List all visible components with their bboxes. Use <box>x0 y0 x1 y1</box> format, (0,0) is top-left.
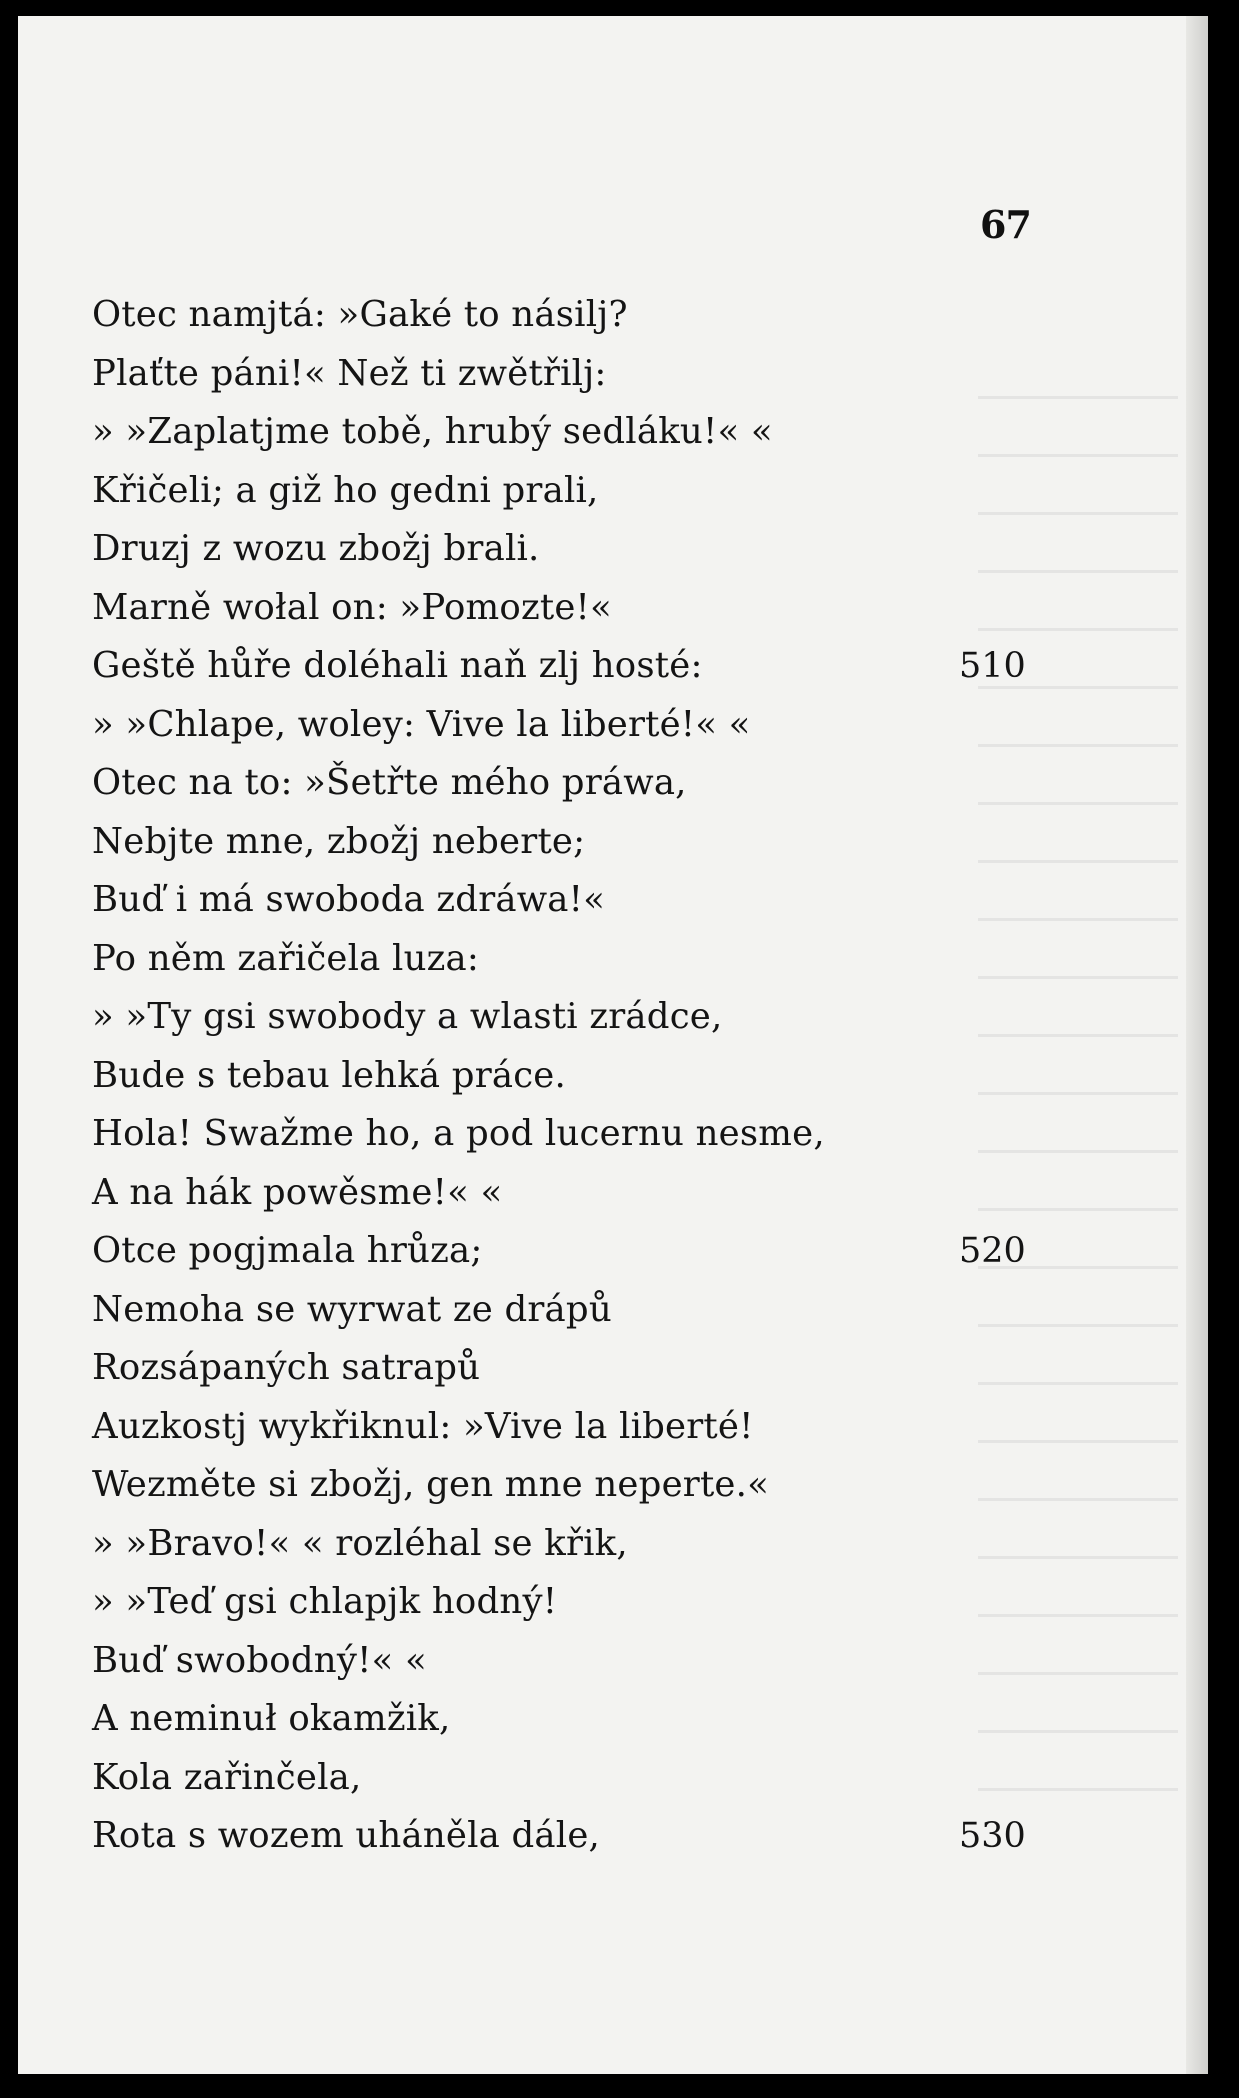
poem-text <box>92 286 1092 1866</box>
poem-line-text: Hola! Swažme ho, a pod lucernu nesme, <box>92 1113 825 1154</box>
poem-line-text: Otce pogjmala hrůza; <box>92 1230 483 1271</box>
poem-line <box>92 345 1092 404</box>
poem-line <box>92 1573 1092 1632</box>
poem-line <box>92 579 1092 638</box>
poem-line <box>92 520 1092 579</box>
poem-line <box>92 1807 1092 1866</box>
poem-line <box>92 1047 1092 1106</box>
poem-line <box>92 1164 1092 1223</box>
poem-line <box>92 1222 1092 1281</box>
poem-line-text: » »Teď gsi chlapjk hodný! <box>92 1581 558 1622</box>
poem-line-text: Buď swobodný!« « <box>92 1639 427 1681</box>
poem-line <box>92 1281 1092 1340</box>
poem-line-text: Geště hůře doléhali naň zlj hosté: <box>92 645 703 686</box>
poem-line <box>92 403 1092 462</box>
poem-line <box>92 871 1092 930</box>
poem-line <box>92 1632 1092 1691</box>
poem-line-text: » »Zaplatjme tobě, hrubý sedláku!« « <box>92 411 773 452</box>
poem-line <box>92 1690 1092 1749</box>
poem-line-text: Otec na to: »Šetřte mého práwa, <box>92 762 687 803</box>
poem-line-text: » »Bravo!« « rozléhal se křik, <box>92 1522 628 1564</box>
poem-line-text: Bude s tebau lehká práce. <box>92 1054 567 1096</box>
poem-line <box>92 1339 1092 1398</box>
poem-line <box>92 1398 1092 1457</box>
poem-line-text: A neminuł okamžik, <box>92 1698 451 1739</box>
page-number: 67 <box>980 202 1031 247</box>
poem-line-text: Otec namjtá: »Gaké to násilj? <box>92 294 628 335</box>
poem-line-text: » »Chlape, woley: Vive la liberté!« « <box>92 703 751 745</box>
poem-line-text: Auzkostj wykřiknul: »Vive la liberté! <box>92 1405 754 1447</box>
poem-line-text: Nemoha se wyrwat ze drápů <box>92 1288 612 1330</box>
poem-line-text: Křičeli; a giž ho gedni prali, <box>92 469 599 511</box>
poem-line <box>92 1105 1092 1164</box>
line-number: 510 <box>959 646 1026 686</box>
poem-line-text: Nebjte mne, zbožj neberte; <box>92 820 586 862</box>
poem-line <box>92 930 1092 989</box>
poem-line <box>92 637 1092 696</box>
line-number: 520 <box>959 1231 1026 1271</box>
poem-line-text: Marně wołal on: »Pomozte!« <box>92 586 612 628</box>
book-page <box>18 16 1208 2074</box>
poem-line <box>92 462 1092 521</box>
poem-line <box>92 813 1092 872</box>
poem-line <box>92 1749 1092 1808</box>
poem-line <box>92 754 1092 813</box>
poem-line-text: » »Ty gsi swobody a wlasti zrádce, <box>92 996 723 1037</box>
poem-line-text: Plaťte páni!« Než ti zwětřilj: <box>92 352 607 394</box>
poem-line-text: Druzj z wozu zbožj brali. <box>92 528 540 569</box>
poem-line <box>92 286 1092 345</box>
poem-line <box>92 988 1092 1047</box>
poem-line-text: Po něm zařičela luza: <box>92 937 480 979</box>
page-edge <box>1186 16 1208 2074</box>
poem-line <box>92 1456 1092 1515</box>
poem-line-text: Wezměte si zbožj, gen mne neperte.« <box>92 1464 770 1505</box>
poem-line-text: A na hák powěsme!« « <box>92 1171 503 1213</box>
poem-line <box>92 696 1092 755</box>
poem-line <box>92 1515 1092 1574</box>
poem-line-text: Rozsápaných satrapů <box>92 1347 481 1388</box>
poem-line-text: Rota s wozem uháněla dále, <box>92 1815 601 1856</box>
poem-line-text: Kola zařinčela, <box>92 1756 362 1798</box>
line-number: 530 <box>959 1816 1026 1856</box>
poem-line-text: Buď i má swoboda zdráwa!« <box>92 879 606 920</box>
